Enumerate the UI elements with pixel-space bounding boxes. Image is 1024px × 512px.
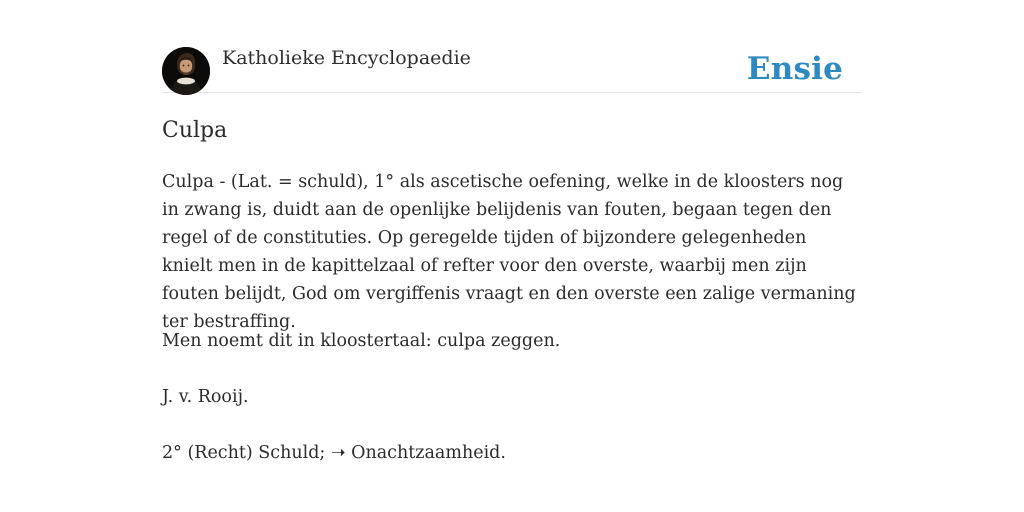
cross-reference-paragraph: 2° (Recht) Schuld; ➝ Onachtzaamheid. [162,443,506,463]
definition-paragraph: Culpa - (Lat. = schuld), 1° als ascetische oefening, welke in de kloosters nog in zwang is, duidt aan de openlijke belijdenis van fouten, begaan tegen den regel of de constituties. Op geregelde tijden of bijzondere gelegenheden knielt men in de kapittelzaal of refter voor den overste, waarbij men zijn fouten belijdt, God om vergiffenis vraagt en den overste een zalige vermaning ter bestraffing. [162,172,856,332]
brand-logo[interactable]: Ensie [746,51,843,87]
page-container [162,0,862,463]
portrait-avatar-icon[interactable] [162,47,210,95]
usage-paragraph: Men noemt dit in kloostertaal: culpa zeggen. [162,331,561,351]
author-signature: J. v. Rooij. [162,387,249,407]
entry-title: Culpa [162,118,228,143]
source-title[interactable]: Katholieke Encyclopaedie [222,47,471,69]
page-header [162,0,862,93]
portrait-avatar-image [162,47,210,95]
